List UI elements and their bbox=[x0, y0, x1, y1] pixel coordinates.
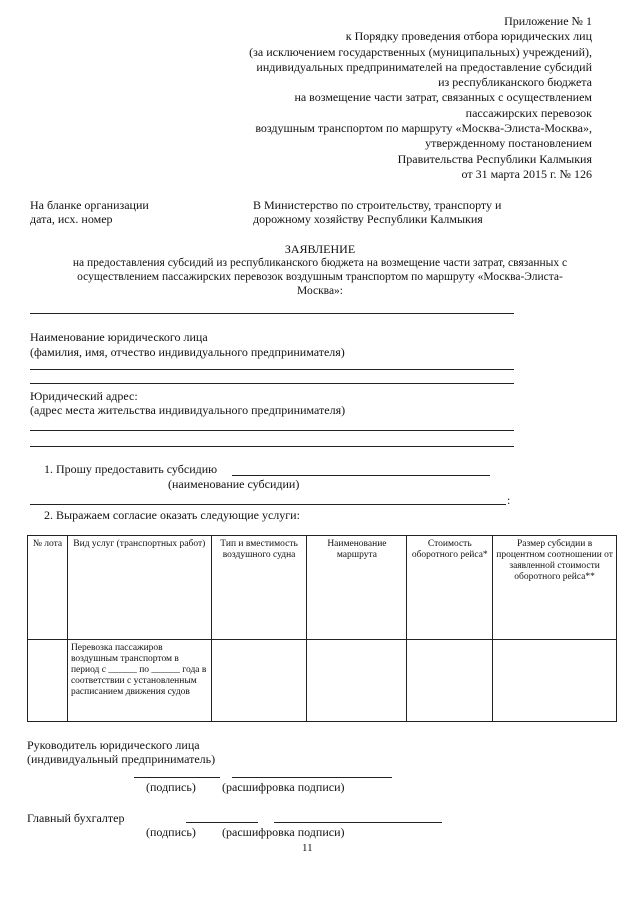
annex-line: от 31 марта 2015 г. № 126 bbox=[461, 166, 592, 181]
annex-line: Правительства Республики Калмыкия bbox=[397, 151, 592, 166]
cell-subsidy[interactable] bbox=[493, 640, 617, 722]
annex-block bbox=[249, 14, 592, 182]
address-line-2[interactable] bbox=[30, 446, 514, 447]
address-line-1[interactable] bbox=[30, 430, 514, 431]
header-service: Вид услуг (транспортных работ) bbox=[67, 536, 211, 640]
header-cost: Стоимость оборотного рейса* bbox=[407, 536, 493, 640]
annex-line: на возмещение части затрат, связанных с осуществлением bbox=[294, 90, 592, 105]
annex-line: из республиканского бюджета bbox=[438, 75, 592, 90]
annex-line: пассажирских перевозок bbox=[465, 105, 592, 120]
annex-line: утвержденному постановлением bbox=[425, 136, 592, 151]
cell-cost[interactable] bbox=[407, 640, 493, 722]
address-hint: (адрес места жительства индивидуального предпринимателя) bbox=[30, 403, 346, 417]
header-subsidy: Размер субсидии в процентном соотношении от заявленной стоимости оборотного рейса** bbox=[493, 536, 617, 640]
annex-line: к Порядку проведения отбора юридических лиц bbox=[345, 29, 592, 44]
accountant-label: Главный бухгалтер bbox=[27, 811, 125, 825]
letterhead-right-2: дорожному хозяйству Республики Калмыкия bbox=[253, 212, 483, 226]
subsidy-name-hint: (наименование субсидии) bbox=[168, 477, 300, 491]
subsidy-line-2[interactable] bbox=[30, 504, 506, 505]
cell-route[interactable] bbox=[307, 640, 407, 722]
sign-hint: (подпись) bbox=[146, 780, 196, 794]
head-signature-line[interactable] bbox=[134, 777, 220, 778]
cell-lot[interactable] bbox=[28, 640, 68, 722]
header-aircraft: Тип и вместимость воздушного судна bbox=[211, 536, 307, 640]
item-1-text: 1. Прошу предоставить субсидию bbox=[44, 462, 218, 476]
subtitle-line-1: на предоставления субсидий из республиканского бюджета на возмещение части затрат, связанных с bbox=[72, 257, 568, 269]
accountant-decode-line[interactable] bbox=[274, 822, 442, 823]
name-label: Наименование юридического лица bbox=[30, 330, 208, 344]
cell-aircraft[interactable] bbox=[211, 640, 307, 722]
name-line-2[interactable] bbox=[30, 383, 514, 384]
name-hint: (фамилия, имя, отчество индивидуального предпринимателя) bbox=[30, 345, 345, 359]
head-label-1: Руководитель юридического лица bbox=[27, 738, 200, 752]
accountant-signature-line[interactable] bbox=[186, 822, 258, 823]
address-label: Юридический адрес: bbox=[30, 389, 138, 403]
letterhead-left-2: дата, исх. номер bbox=[30, 212, 113, 226]
services-table bbox=[27, 535, 617, 722]
subtitle-line-3: Москва»: bbox=[297, 285, 343, 297]
annex-line: индивидуальных предпринимателей на предоставление субсидий bbox=[256, 59, 592, 74]
head-decode-line[interactable] bbox=[232, 777, 392, 778]
subtitle-line-2: осуществлением пассажирских перевозок воздушным транспортом по маршруту «Москва-Элиста- bbox=[77, 271, 563, 283]
subsidy-name-line[interactable] bbox=[232, 475, 490, 476]
letterhead-left-1: На бланке организации bbox=[30, 198, 149, 212]
document-title: ЗАЯВЛЕНИЕ bbox=[284, 242, 356, 256]
header-route: Наименование маршрута bbox=[307, 536, 407, 640]
annex-line: Приложение № 1 bbox=[504, 14, 592, 28]
blank-line[interactable] bbox=[30, 313, 514, 314]
table-row bbox=[28, 640, 617, 722]
decode-hint: (расшифровка подписи) bbox=[222, 780, 345, 794]
sign-hint-2: (подпись) bbox=[146, 825, 196, 839]
page-number: 11 bbox=[302, 842, 313, 854]
annex-line: воздушным транспортом по маршруту «Москва-Элиста-Москва», bbox=[255, 121, 592, 136]
header-lot: № лота bbox=[28, 536, 68, 640]
name-line-1[interactable] bbox=[30, 369, 514, 370]
decode-hint-2: (расшифровка подписи) bbox=[222, 825, 345, 839]
letterhead-right-1: В Министерство по строительству, транспорту и bbox=[253, 198, 502, 212]
cell-service: Перевозка пассажиров воздушным транспортом в период с ______ по ______ года в соответствии с установленным расписанием движения судов bbox=[67, 640, 211, 722]
colon: : bbox=[507, 493, 511, 507]
head-label-2: (индивидуальный предприниматель) bbox=[27, 752, 216, 766]
table-header-row bbox=[28, 536, 617, 640]
annex-line: (за исключением государственных (муниципальных) учреждений), bbox=[249, 44, 592, 59]
item-2-text: 2. Выражаем согласие оказать следующие услуги: bbox=[44, 508, 300, 522]
